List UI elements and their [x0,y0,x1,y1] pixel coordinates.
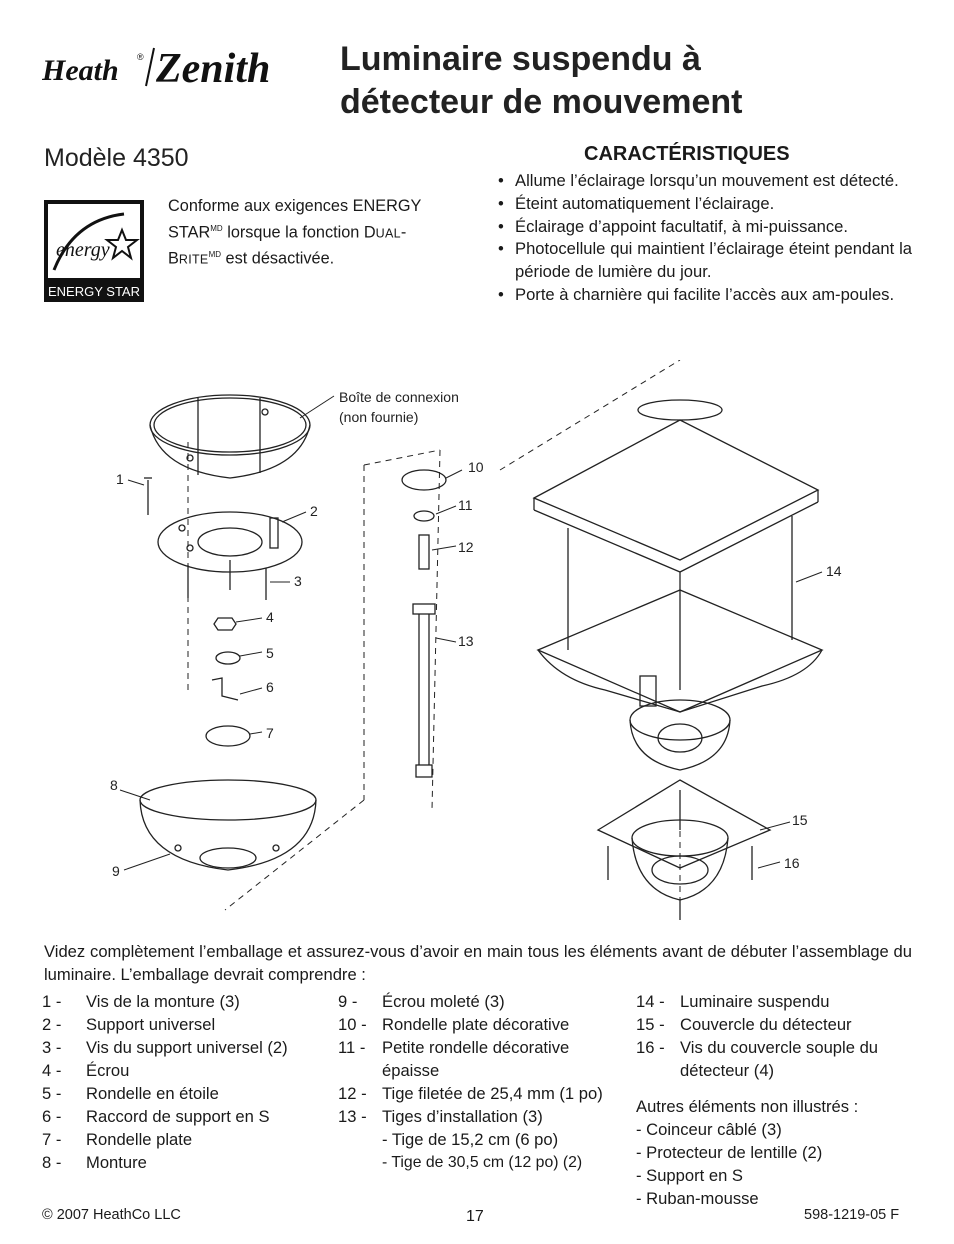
callout-10: 10 [468,459,484,475]
flat-washer [206,726,250,746]
junction-box-label-1: Boîte de connexion [339,389,459,405]
callout-16: 16 [784,855,800,871]
fixture-screw [144,478,152,515]
list-item: 3 - Vis du support universel (2) [42,1038,288,1057]
feature-item: • Photocellule qui maintient l’éclairage éteint pendant la période de lumière du jour. [498,238,912,284]
copyright: © 2007 HeathCo LLC [42,1207,181,1223]
features-heading: CARACTÉRISTIQUES [584,143,790,165]
list-item: 12 - Tige filetée de 25,4 mm (1 po) [338,1084,603,1103]
callout-4: 4 [266,609,274,625]
list-item: 2 - Support universel [42,1015,216,1034]
features-list [498,170,912,307]
list-item: 14 - Luminaire suspendu [636,992,830,1011]
callout-1: 1 [116,471,124,487]
exploded-parts-diagram [0,360,954,920]
list-item: 16 - Vis du couvercle souple du détecteur (4) [636,1038,879,1080]
other-item: - Coinceur câblé (3) [636,1120,782,1139]
callout-11: 11 [458,497,473,513]
list-item: 15 - Couvercle du détecteur [636,1015,852,1034]
callout-9: 9 [112,863,120,879]
installation-rod [413,604,435,777]
list-item: 5 - Rondelle en étoile [42,1084,219,1103]
page-title [340,38,742,124]
junction-box [150,395,310,478]
parts-list-column-1 [42,990,327,1174]
list-item: 7 - Rondelle plate [42,1130,193,1149]
callout-6: 6 [266,679,274,695]
energy-script-text: energy [56,239,110,261]
callout-7: 7 [266,725,274,741]
list-item: 9 - Écrou moleté (3) [338,992,505,1011]
list-item: 13 - Tiges d’installation (3) [338,1107,543,1126]
other-items-title: Autres éléments non illustrés : [636,1097,859,1116]
title-line-1: Luminaire suspendu à [340,40,701,78]
callout-13: 13 [458,633,474,649]
feature-item: • Éclairage d’appoint facultatif, à mi-puissance. [498,216,912,239]
feature-item: • Éteint automatiquement l’éclairage. [498,193,912,216]
other-item: - Support en S [636,1166,744,1185]
logo-registered-mark: ® [137,52,144,62]
title-line-2: détecteur de mouvement [340,83,743,121]
feature-item: • Allume l’éclairage lorsqu’un mouvement est détecté. [498,170,912,193]
heath-zenith-logo [42,42,314,88]
rod-sub-item: - Tige de 15,2 cm (6 po) [382,1130,559,1149]
list-item: 11 - Petite rondelle décorative épaisse [338,1038,570,1080]
bracket-screws [188,560,266,600]
list-item: 10 - Rondelle plate décorative [338,1015,570,1034]
other-item: - Ruban-mousse [636,1189,759,1208]
star-washer [216,652,240,664]
threaded-rod [419,535,429,569]
callout-8: 8 [110,777,118,793]
energy-star-logo [44,200,144,302]
list-item: 8 - Monture [42,1153,147,1172]
document-number: 598-1219-05 F [804,1207,900,1223]
callout-15: 15 [792,812,808,828]
list-item: 6 - Raccord de support en S [42,1107,270,1126]
sensor-cover [598,780,770,900]
logo-heath-text: Heath [42,54,119,87]
decorative-washer [402,470,446,490]
callout-2: 2 [310,503,318,519]
parts-list-column-2 [338,990,618,1174]
unpacking-intro: Videz complètement l’emballage et assurez-vous d’avoir en main tous les éléments avant de débuter l’assemblage du luminaire. L’emballage devrait comprendre : [44,942,912,984]
feature-item: • Porte à charnière qui facilite l’accès aux am-poules. [498,284,912,307]
list-item: 4 - Écrou [42,1061,130,1080]
s-connector [212,678,238,700]
parts-list-column-3 [636,990,912,1210]
rod-sub-item: - Tige de 30,5 cm (12 po) (2) [382,1154,583,1171]
energy-compliance-text: Conforme aux exigences ENERGY $STAR^{MD}$ lorsque la fonction DUAL-$BRITE^{MD}$ est désactivée. [168,197,422,268]
pendant-fixture [534,400,822,770]
callout-5: 5 [266,645,274,661]
model-number: Modèle 4350 [44,144,189,172]
energy-star-label: ENERGY STAR [48,284,140,299]
page-number: 17 [466,1208,484,1225]
nut [214,618,236,630]
small-decorative-washer [414,511,434,521]
logo-zenith-text: Zenith [156,46,271,88]
other-item: - Protecteur de lentille (2) [636,1143,823,1162]
callout-3: 3 [294,573,302,589]
junction-box-label-2: (non fournie) [339,409,419,425]
callout-14: 14 [826,563,842,579]
callout-12: 12 [458,539,474,555]
canopy [140,780,316,870]
list-item: 1 - Vis de la monture (3) [42,992,240,1011]
